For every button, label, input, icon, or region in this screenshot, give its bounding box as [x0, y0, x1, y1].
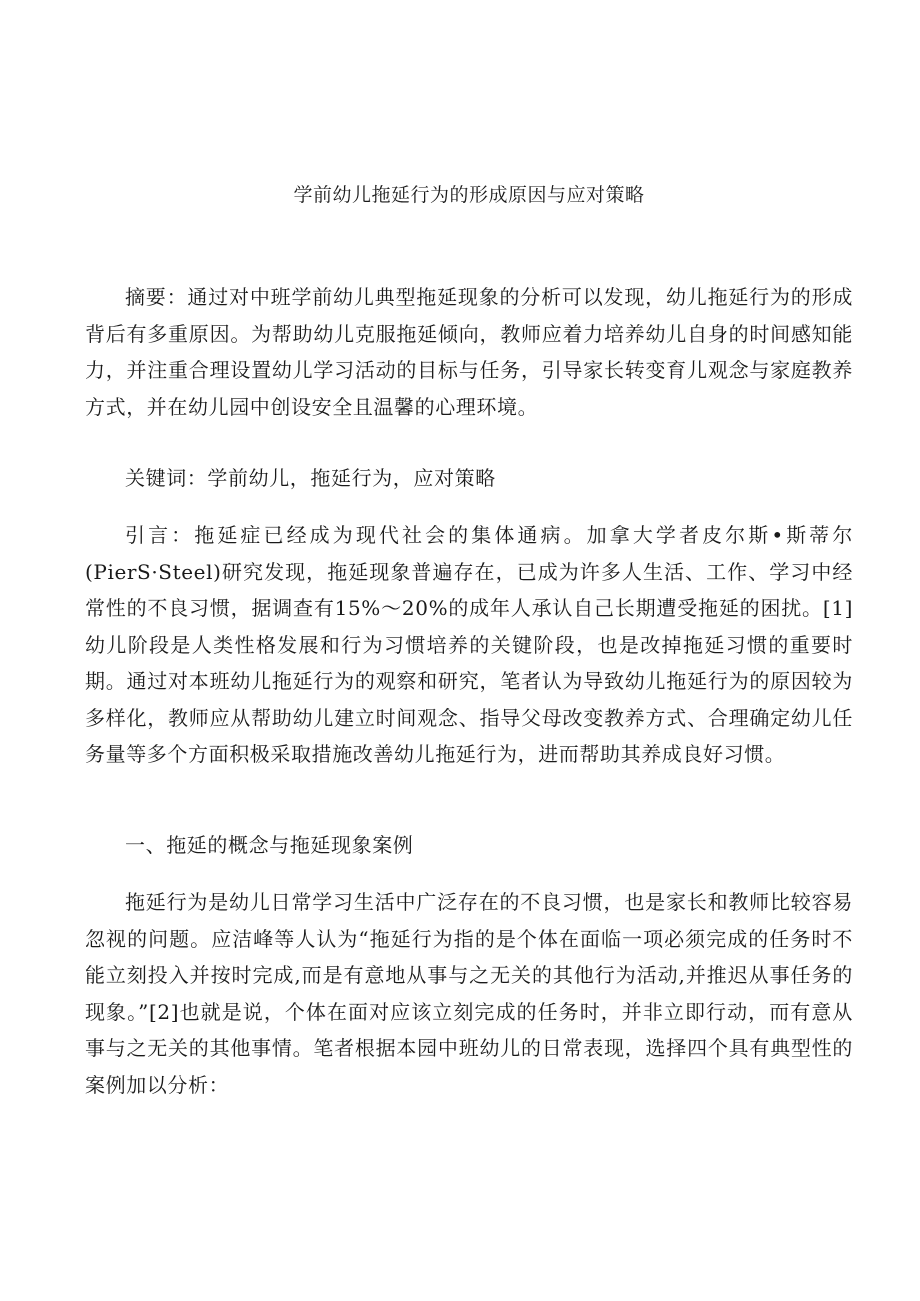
document-page	[85, 0, 853, 1301]
document-title: 学前幼儿拖延行为的形成原因与应对策略	[293, 184, 645, 206]
section-heading: 一、拖延的概念与拖延现象案例	[125, 833, 414, 857]
introduction-paragraph: 引言：拖延症已经成为现代社会的集体通病。加拿大学者皮尔斯•斯蒂尔(PierS·Steel)研究发现，拖延现象普遍存在，已成为许多人生活、工作、学习中经常性的不良习惯，据调查有15%～20%的成年人承认自己长期遭受拖延的困扰。[1]幼儿阶段是人类性格发展和行为习惯培养的关键阶段，也是改掉拖延习惯的重要时期。通过对本班幼儿拖延行为的观察和研究，笔者认为导致幼儿拖延行为的原因较为多样化，教师应从帮助幼儿建立时间观念、指导父母改变教养方式、合理确定幼儿任务量等多个方面积极采取措施改善幼儿拖延行为，进而帮助其养成良好习惯。	[85, 523, 853, 766]
abstract-paragraph: 摘要：通过对中班学前幼儿典型拖延现象的分析可以发现，幼儿拖延行为的形成背后有多重原因。为帮助幼儿克服拖延倾向，教师应着力培养幼儿自身的时间感知能力，并注重合理设置幼儿学习活动的目标与任务，引导家长转变育儿观念与家庭教养方式，并在幼儿园中创设安全且温馨的心理环境。	[85, 285, 853, 419]
keywords-paragraph: 关键词：学前幼儿，拖延行为，应对策略	[125, 466, 496, 490]
body-paragraph: 拖延行为是幼儿日常学习生活中广泛存在的不良习惯，也是家长和教师比较容易忽视的问题。应洁峰等人认为“拖延行为指的是个体在面临一项必须完成的任务时不能立刻投入并按时完成,而是有意地从事与之无关的其他行为活动,并推迟从事任务的现象。”[2]也就是说，个体在面对应该立刻完成的任务时，并非立即行动，而有意从事与之无关的其他事情。笔者根据本园中班幼儿的日常表现，选择四个具有典型性的案例加以分析：	[85, 890, 853, 1097]
